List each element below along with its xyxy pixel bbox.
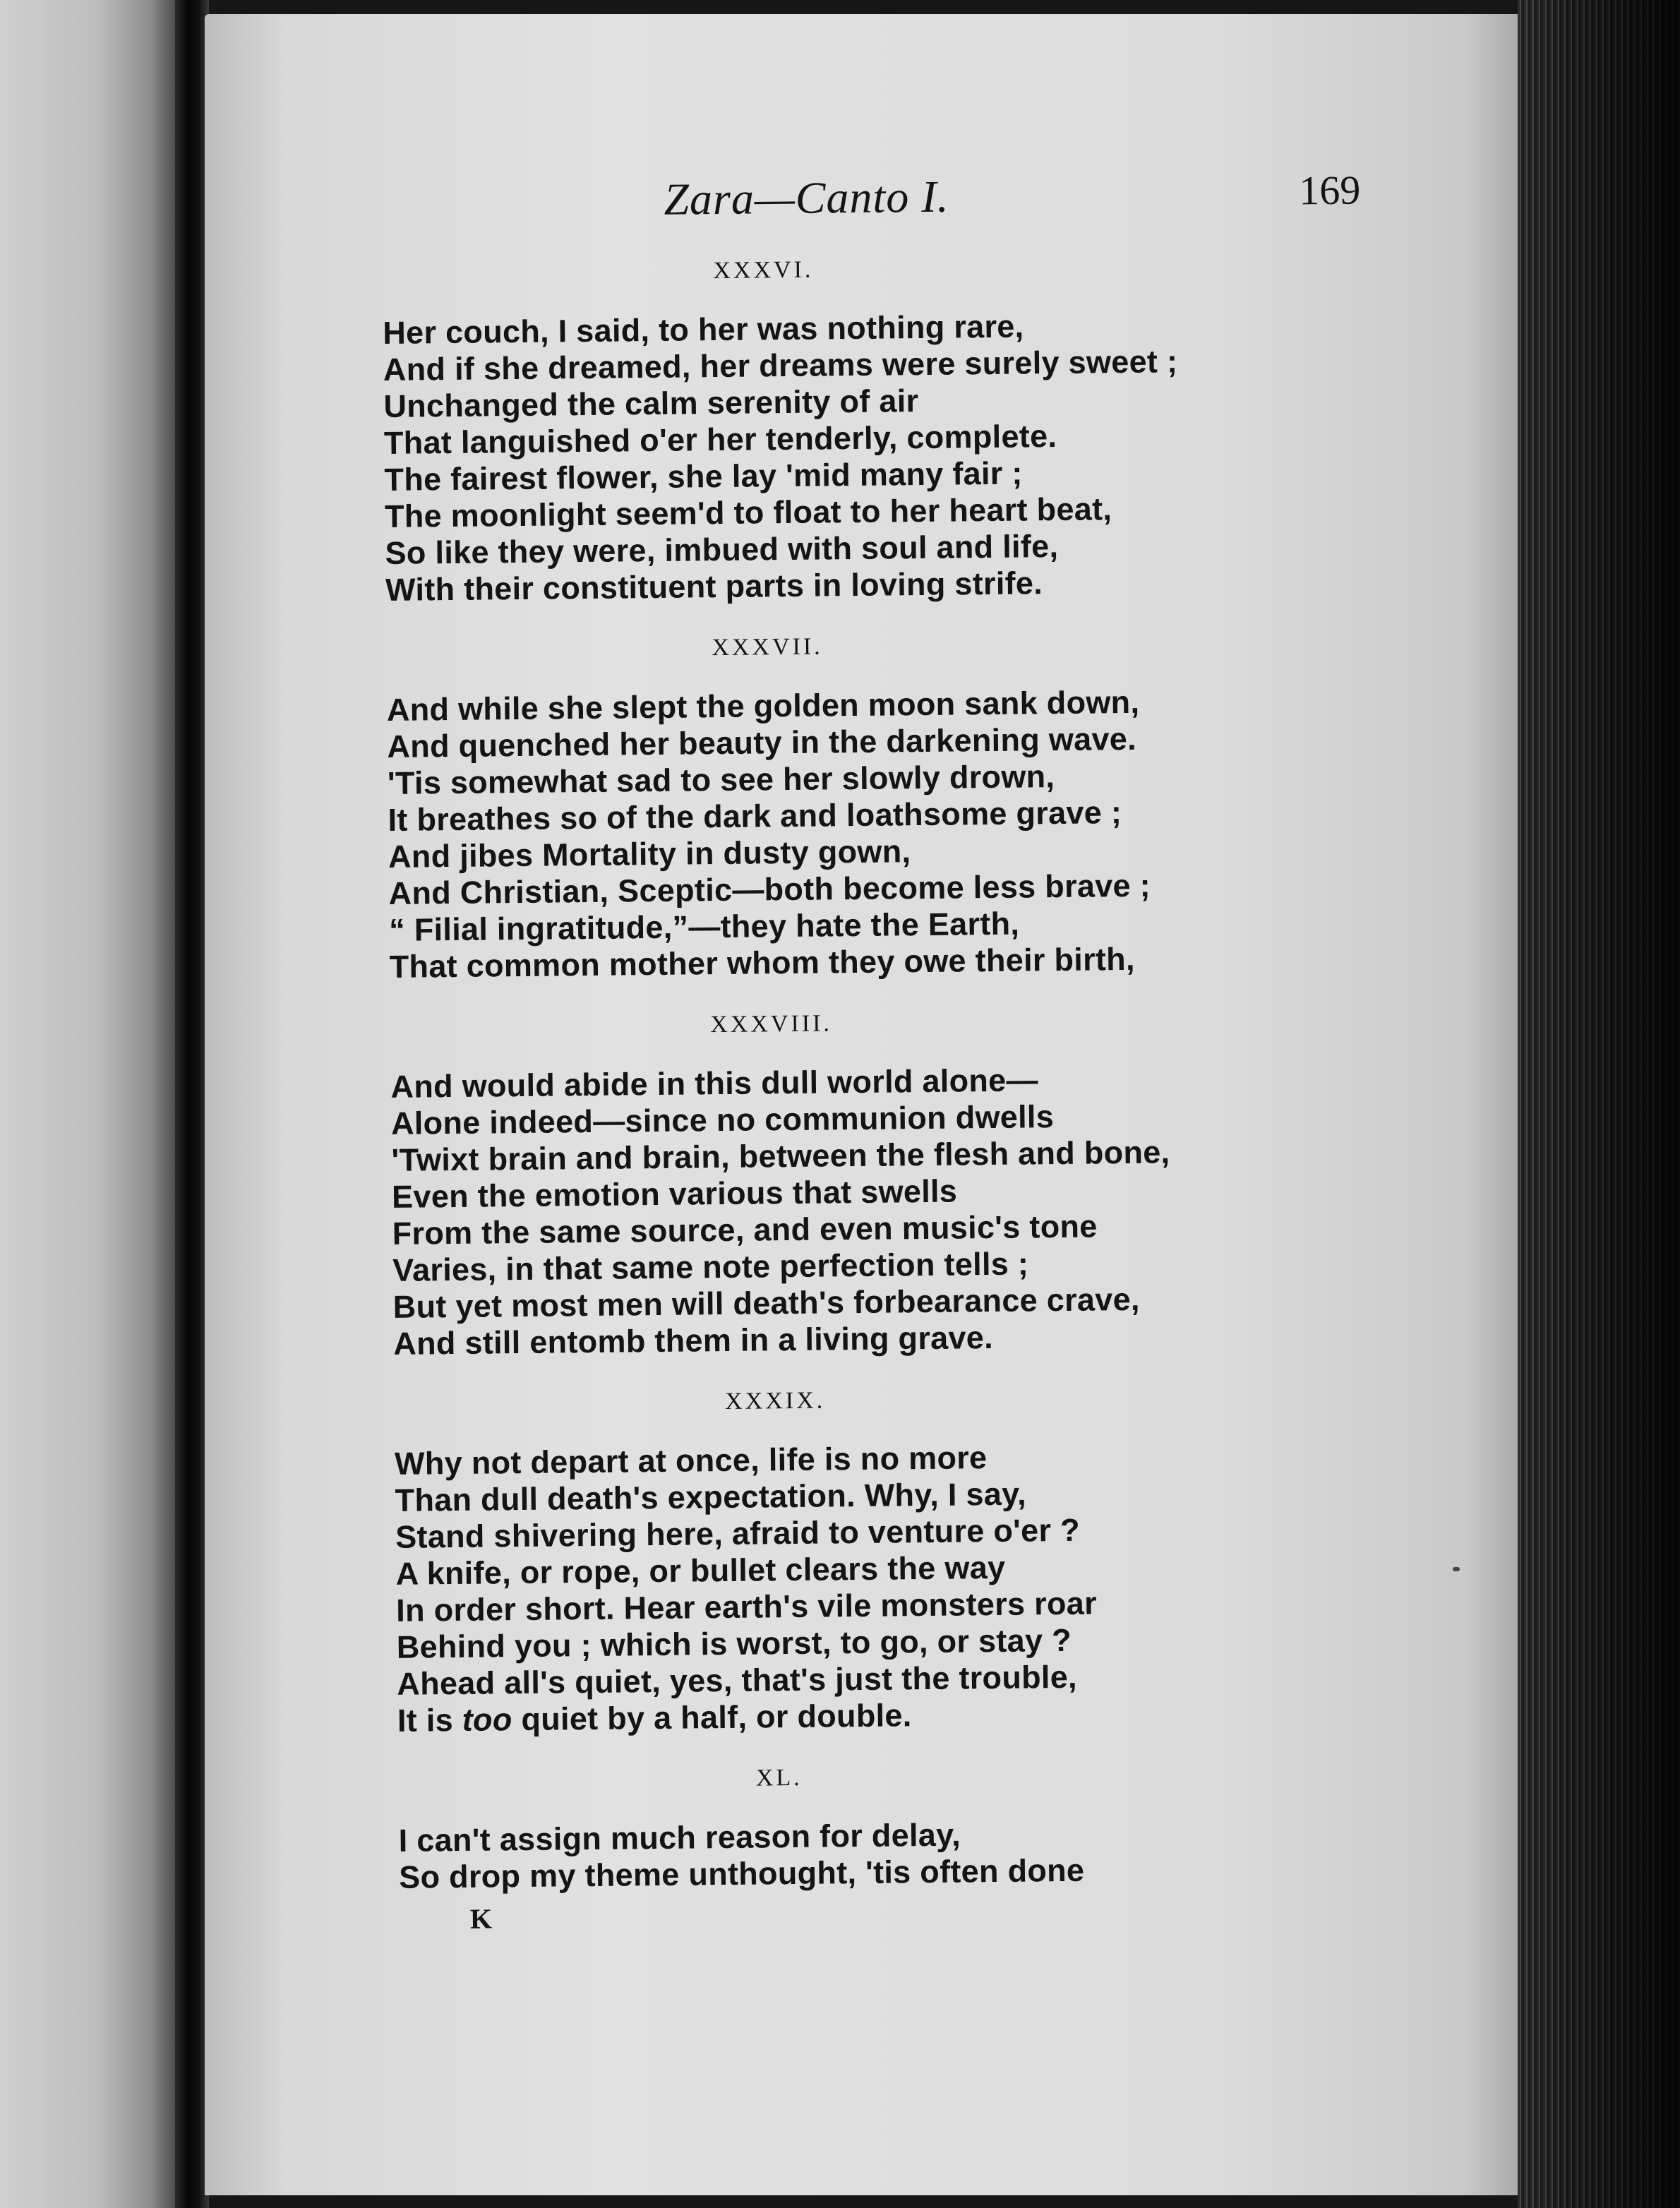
verse-text: quiet by a half, or double.: [512, 1697, 912, 1738]
verse-line: And still entomb them in a living grave.: [393, 1319, 994, 1362]
verse-line: Unchanged the calm serenity of air: [383, 383, 919, 424]
verse-line: It breathes so of the dark and loathsome grave ;: [388, 794, 1122, 838]
signature-mark: K: [469, 1902, 493, 1935]
verse-line: Varies, in that same note perfection tells ;: [392, 1245, 1029, 1288]
verse-line: That languished o'er her tenderly, complete.: [383, 417, 1057, 461]
left-facing-page: [0, 0, 176, 2208]
verse-line: That common mother whom they owe their birth,: [389, 940, 1135, 985]
verse-line: Even the emotion various that swells: [391, 1172, 958, 1215]
page-number: 169: [1298, 167, 1361, 214]
verse-text: It is: [397, 1701, 462, 1739]
verse-line: I can't assign much reason for delay,: [398, 1816, 961, 1859]
verse-line: And if she dreamed, her dreams were surely sweet ;: [383, 343, 1178, 388]
stanza-heading: XXXVII.: [712, 633, 823, 661]
verse-line: And would abide in this dull world alone—: [390, 1062, 1039, 1105]
stanza: [383, 305, 1317, 608]
verse-line: “ Filial ingratitude,”—they hate the Earth,: [388, 905, 1020, 948]
verse-line: So like they were, imbued with soul and life,: [385, 527, 1059, 571]
verse-line: In order short. Hear earth's vile monsters roar: [396, 1585, 1098, 1628]
stanza-heading: XXXVIII.: [710, 1010, 833, 1038]
verse-line: A knife, or rope, or bullet clears the way: [395, 1549, 1006, 1592]
verse-line: 'Twixt brain and brain, between the flesh and bone,: [391, 1134, 1170, 1178]
verse-line: Ahead all's quiet, yes, that's just the trouble,: [397, 1658, 1078, 1702]
stanza: [390, 1059, 1325, 1362]
verse-line: Than dull death's expectation. Why, I say,: [395, 1475, 1027, 1518]
stanza-heading: XXXVI.: [713, 256, 814, 284]
verse-line: With their constituent parts in loving strife.: [385, 565, 1043, 608]
stanza-heading: XXXIX.: [724, 1387, 826, 1415]
stanza: [398, 1813, 1331, 1896]
page-edges-shadow: [1518, 0, 1680, 2208]
verse-line: Stand shivering here, afraid to venture o'er ?: [395, 1511, 1081, 1555]
stanza: [387, 682, 1321, 985]
verse-line: The moonlight seem'd to float to her heart beat,: [384, 491, 1112, 534]
page-header: [381, 167, 1361, 261]
running-title: Zara—Canto I.: [663, 171, 949, 224]
verse-line: But yet most men will death's forbearance crave,: [392, 1280, 1140, 1325]
stanza-heading: XL.: [755, 1764, 803, 1792]
italic-word: too: [462, 1701, 512, 1738]
book-gutter: [175, 0, 209, 2208]
verse-line: And Christian, Sceptic—both become less brave ;: [388, 867, 1151, 911]
verse-line: Alone indeed—since no communion dwells: [390, 1098, 1055, 1141]
verse-line: So drop my theme unthought, 'tis often done: [398, 1852, 1085, 1895]
verse-line: Why not depart at once, life is no more: [394, 1439, 988, 1482]
verse-line: 'Tis somewhat sad to see her slowly drown,: [387, 758, 1055, 801]
page-text: [381, 167, 1361, 1936]
stanza: [395, 1436, 1329, 1739]
verse-line: And while she slept the golden moon sank down,: [386, 683, 1140, 728]
verse-line: Behind you ; which is worst, to go, or stay ?: [396, 1621, 1072, 1665]
verse-line: From the same source, and even music's tone: [392, 1208, 1098, 1252]
verse-line: And quenched her beauty in the darkening wave.: [387, 720, 1137, 764]
verse-line: Her couch, I said, to her was nothing rare,: [383, 308, 1024, 351]
verse-line: And jibes Mortality in dusty gown,: [388, 833, 911, 875]
verse-line: The fairest flower, she lay 'mid many fair ;: [384, 455, 1023, 498]
margin-speck: [1453, 1567, 1460, 1571]
